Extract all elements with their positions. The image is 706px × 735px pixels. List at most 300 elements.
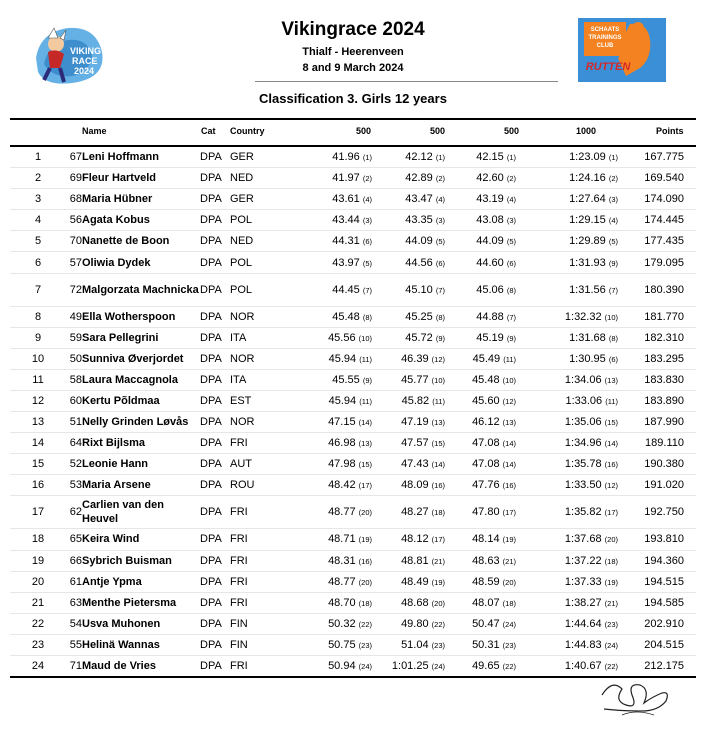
svg-text:RUTTEN: RUTTEN	[585, 61, 631, 73]
time-cell-1	[302, 395, 372, 407]
time-value: 48.12	[401, 533, 429, 546]
points-cell: 202.910	[644, 617, 684, 630]
country-cell: GER	[230, 193, 254, 206]
distance-rank: (12)	[431, 354, 445, 364]
distance-rank: (3)	[435, 216, 445, 226]
category-cell: DPA	[200, 193, 222, 206]
category-cell: DPA	[200, 256, 222, 269]
time-value: 47.76	[472, 479, 500, 492]
time-value: 41.97	[332, 172, 360, 185]
time-cell-2	[375, 332, 445, 344]
time-value: 46.98	[328, 437, 356, 450]
name-cell: Keira Wind	[82, 533, 140, 546]
distance-rank: (20)	[358, 577, 372, 587]
time-value: 1:40.67	[564, 660, 602, 673]
rank-cell: 21	[31, 596, 45, 609]
distance-rank: (10)	[502, 375, 516, 385]
col-name: Name	[82, 126, 107, 136]
time-value: 1:31.93	[569, 256, 606, 269]
time-cell-2	[375, 284, 445, 296]
category-cell: DPA	[200, 533, 222, 546]
time-cell-1	[302, 235, 372, 247]
table-row	[10, 529, 696, 550]
time-value: 45.55	[332, 373, 360, 386]
vikingrace-logo	[30, 18, 108, 88]
time-value: 50.31	[472, 638, 500, 651]
points-cell: 187.990	[644, 416, 684, 429]
rank-cell: 16	[31, 479, 45, 492]
name-cell: Maria Arsene	[82, 479, 151, 492]
table-row	[10, 614, 696, 635]
time-value: 45.49	[472, 352, 501, 365]
table-row	[10, 147, 696, 168]
time-value: 47.08	[472, 437, 500, 450]
distance-rank: (9)	[506, 333, 516, 343]
time-value: 45.94	[328, 394, 357, 407]
time-value: 1:37.22	[564, 554, 602, 567]
points-cell: 192.750	[644, 506, 684, 519]
time-cell-3	[446, 332, 516, 344]
category-cell: DPA	[200, 235, 222, 248]
distance-rank: (22)	[358, 619, 372, 629]
points-cell: 180.390	[644, 283, 684, 296]
bib-cell: 60	[69, 394, 82, 407]
table-row	[10, 391, 696, 412]
time-cell-2	[375, 506, 445, 518]
time-cell-3	[446, 555, 516, 567]
distance-rank: (23)	[431, 640, 445, 650]
distance-rank: (9)	[608, 258, 618, 268]
time-cell-1	[302, 639, 372, 651]
bib-cell: 57	[69, 256, 82, 269]
col-points: Points	[656, 126, 684, 136]
time-value: 41.96	[332, 151, 360, 164]
category-cell: DPA	[200, 458, 222, 471]
points-cell: 179.095	[644, 256, 684, 269]
distance-rank: (11)	[503, 354, 516, 364]
bib-cell: 66	[69, 554, 82, 567]
time-cell-1	[302, 458, 372, 470]
points-cell: 194.585	[644, 596, 684, 609]
time-value: 46.39	[401, 352, 429, 365]
points-cell: 194.515	[644, 575, 684, 588]
svg-text:CLUB: CLUB	[596, 43, 614, 49]
distance-rank: (23)	[604, 619, 618, 629]
time-value: 1:35.82	[564, 506, 602, 519]
time-value: 1:37.68	[564, 533, 602, 546]
category-cell: DPA	[200, 437, 222, 450]
time-cell-1	[302, 555, 372, 567]
distance-rank: (1)	[435, 153, 445, 163]
distance-rank: (18)	[431, 508, 445, 518]
bib-cell: 58	[69, 373, 82, 386]
category-cell: DPA	[200, 638, 222, 651]
distance-rank: (13)	[502, 418, 516, 428]
country-cell: NED	[230, 172, 254, 185]
distance-rank: (14)	[502, 439, 516, 449]
distance-rank: (13)	[431, 418, 445, 428]
time-cell-3	[446, 311, 516, 323]
time-value: 43.19	[476, 193, 504, 206]
category-cell: DPA	[200, 617, 222, 630]
distance-rank: (9)	[362, 375, 372, 385]
distance-rank: (20)	[604, 535, 618, 545]
category-cell: DPA	[200, 660, 222, 673]
col-500-3: 500	[504, 126, 520, 136]
time-cell-4	[530, 353, 618, 365]
name-cell: Leni Hoffmann	[82, 151, 159, 164]
points-cell: 182.310	[644, 331, 684, 344]
name-cell: Maria Hübner	[82, 193, 153, 206]
time-value: 47.15	[328, 416, 356, 429]
time-value: 43.47	[405, 193, 433, 206]
table-body	[10, 147, 696, 678]
time-value: 48.59	[472, 575, 500, 588]
rank-cell: 18	[31, 533, 45, 546]
distance-rank: (17)	[431, 535, 445, 545]
time-value: 44.09	[405, 235, 433, 248]
table-row	[10, 189, 696, 210]
header	[0, 0, 706, 120]
time-value: 48.81	[401, 554, 429, 567]
distance-rank: (4)	[608, 216, 618, 226]
time-cell-1	[302, 172, 372, 184]
points-cell: 177.435	[644, 235, 684, 248]
time-value: 48.71	[328, 533, 356, 546]
distance-rank: (1)	[608, 153, 618, 163]
time-cell-3	[446, 193, 516, 205]
time-value: 48.09	[401, 479, 429, 492]
distance-rank: (6)	[362, 237, 372, 247]
category-cell: DPA	[200, 416, 222, 429]
time-cell-2	[375, 576, 445, 588]
time-cell-4	[530, 576, 618, 588]
country-cell: EST	[230, 394, 252, 407]
time-cell-3	[446, 374, 516, 386]
time-cell-4	[530, 332, 618, 344]
points-cell: 193.810	[644, 533, 684, 546]
rank-cell: 17	[31, 506, 45, 519]
name-cell: Nelly Grinden Løvås	[82, 416, 189, 429]
country-cell: FRI	[230, 596, 248, 609]
distance-rank: (16)	[604, 460, 618, 470]
signature	[592, 675, 674, 721]
country-cell: ITA	[230, 331, 247, 344]
category-cell: DPA	[200, 310, 222, 323]
time-cell-3	[446, 506, 516, 518]
distance-rank: (7)	[435, 285, 445, 295]
time-value: 1:30.95	[569, 352, 606, 365]
time-value: 47.57	[401, 437, 429, 450]
time-cell-1	[302, 660, 372, 672]
time-cell-2	[375, 257, 445, 269]
time-value: 47.08	[472, 458, 500, 471]
distance-rank: (5)	[435, 237, 445, 247]
distance-rank: (15)	[431, 439, 445, 449]
distance-rank: (17)	[604, 508, 618, 518]
time-cell-1	[302, 353, 372, 365]
time-value: 1:01.25	[391, 660, 429, 673]
time-cell-2	[375, 172, 445, 184]
country-cell: ITA	[230, 373, 247, 386]
time-value: 50.32	[328, 617, 356, 630]
rank-cell: 7	[34, 283, 42, 296]
points-cell: 183.295	[644, 352, 684, 365]
time-cell-2	[375, 374, 445, 386]
distance-rank: (7)	[362, 285, 372, 295]
distance-rank: (10)	[431, 375, 445, 385]
time-cell-3	[446, 353, 516, 365]
time-cell-3	[446, 151, 516, 163]
time-cell-1	[302, 479, 372, 491]
bib-cell: 61	[69, 575, 82, 588]
time-cell-4	[530, 193, 618, 205]
table-row	[10, 433, 696, 454]
time-cell-4	[530, 618, 618, 630]
bib-cell: 55	[69, 638, 82, 651]
time-cell-3	[446, 257, 516, 269]
distance-rank: (22)	[604, 662, 618, 672]
time-cell-3	[446, 533, 516, 545]
rank-cell: 8	[34, 310, 42, 323]
rank-cell: 11	[32, 373, 44, 386]
time-cell-3	[446, 437, 516, 449]
distance-rank: (7)	[506, 312, 516, 322]
svg-text:VIKING: VIKING	[70, 46, 102, 56]
time-cell-4	[530, 214, 618, 226]
category-cell: DPA	[200, 172, 222, 185]
name-cell: Nanette de Boon	[82, 235, 170, 248]
time-cell-3	[446, 618, 516, 630]
time-cell-4	[530, 555, 618, 567]
time-value: 1:35.78	[564, 458, 602, 471]
name-cell: Agata Kobus	[82, 214, 150, 227]
time-value: 45.06	[476, 283, 504, 296]
name-cell: Rixt Bijlsma	[82, 437, 145, 450]
bib-cell: 51	[69, 416, 82, 429]
time-value: 46.12	[472, 416, 500, 429]
time-value: 1:32.32	[564, 310, 602, 323]
time-value: 45.25	[405, 310, 433, 323]
time-value: 48.42	[328, 479, 356, 492]
distance-rank: (15)	[358, 460, 372, 470]
name-cell: Antje Ypma	[82, 575, 142, 588]
time-value: 45.48	[472, 373, 500, 386]
distance-rank: (4)	[506, 195, 516, 205]
distance-rank: (1)	[362, 153, 372, 163]
distance-rank: (9)	[435, 333, 445, 343]
time-cell-4	[530, 533, 618, 545]
name-cell: Sara Pellegrini	[82, 331, 159, 344]
rank-cell: 10	[31, 352, 45, 365]
table-row	[10, 252, 696, 273]
bib-cell: 71	[69, 660, 82, 673]
country-cell: FRI	[230, 660, 248, 673]
name-cell: Helinä Wannas	[82, 638, 160, 651]
time-cell-3	[446, 660, 516, 672]
points-cell: 191.020	[644, 479, 684, 492]
distance-rank: (11)	[605, 396, 618, 406]
time-cell-2	[375, 214, 445, 226]
points-cell: 167.775	[644, 151, 684, 164]
time-value: 1:31.56	[569, 283, 606, 296]
time-value: 44.88	[476, 310, 504, 323]
time-cell-2	[375, 660, 445, 672]
time-cell-2	[375, 416, 445, 428]
distance-rank: (21)	[604, 598, 618, 608]
time-cell-2	[375, 618, 445, 630]
time-cell-4	[530, 639, 618, 651]
country-cell: NOR	[230, 352, 255, 365]
bib-cell: 72	[69, 283, 82, 296]
distance-rank: (2)	[506, 174, 516, 184]
table-row	[10, 328, 696, 349]
distance-rank: (18)	[502, 598, 516, 608]
category-cell: DPA	[200, 331, 222, 344]
time-value: 48.14	[472, 533, 500, 546]
distance-rank: (19)	[604, 577, 618, 587]
time-cell-4	[530, 311, 618, 323]
distance-rank: (4)	[435, 195, 445, 205]
name-cell: Kertu Põldmaa	[82, 394, 160, 407]
distance-rank: (16)	[502, 481, 516, 491]
time-cell-4	[530, 479, 618, 491]
distance-rank: (18)	[358, 598, 372, 608]
distance-rank: (23)	[358, 640, 372, 650]
bib-cell: 62	[69, 506, 82, 519]
distance-rank: (24)	[358, 662, 372, 672]
svg-text:2024: 2024	[74, 66, 95, 76]
time-cell-2	[375, 395, 445, 407]
table-row	[10, 412, 696, 433]
country-cell: FIN	[230, 638, 248, 651]
distance-rank: (24)	[431, 662, 445, 672]
time-value: 47.43	[401, 458, 429, 471]
time-value: 45.94	[328, 352, 357, 365]
time-cell-1	[302, 284, 372, 296]
table-row	[10, 349, 696, 370]
time-value: 50.94	[328, 660, 356, 673]
time-value: 42.60	[476, 172, 504, 185]
bib-cell: 69	[69, 172, 82, 185]
distance-rank: (12)	[502, 396, 516, 406]
time-cell-3	[446, 597, 516, 609]
name-cell: Leonie Hann	[82, 458, 149, 471]
table-row	[10, 551, 696, 572]
distance-rank: (6)	[435, 258, 445, 268]
distance-rank: (3)	[608, 195, 618, 205]
time-value: 44.56	[405, 256, 433, 269]
distance-rank: (24)	[502, 619, 516, 629]
name-cell: Laura Maccagnola	[82, 373, 178, 386]
bib-cell: 70	[69, 235, 82, 248]
distance-rank: (2)	[362, 174, 372, 184]
bib-cell: 67	[69, 151, 82, 164]
time-cell-4	[530, 458, 618, 470]
svg-text:SCHAATS: SCHAATS	[590, 27, 620, 33]
country-cell: FRI	[230, 437, 248, 450]
rank-cell: 4	[34, 214, 42, 227]
distance-rank: (5)	[506, 237, 516, 247]
time-value: 50.75	[328, 638, 356, 651]
category-cell: DPA	[200, 575, 222, 588]
time-cell-1	[302, 151, 372, 163]
bib-cell: 53	[69, 479, 82, 492]
time-cell-3	[446, 172, 516, 184]
time-cell-1	[302, 618, 372, 630]
time-cell-4	[530, 151, 618, 163]
time-value: 1:44.64	[564, 617, 602, 630]
time-cell-2	[375, 458, 445, 470]
rank-cell: 3	[34, 193, 42, 206]
country-cell: NOR	[230, 310, 255, 323]
table-row	[10, 454, 696, 475]
rank-cell: 24	[31, 660, 45, 673]
country-cell: AUT	[230, 458, 252, 471]
time-value: 45.19	[476, 331, 504, 344]
country-cell: POL	[230, 283, 253, 296]
category-cell: DPA	[200, 352, 222, 365]
time-value: 47.19	[401, 416, 429, 429]
distance-rank: (10)	[358, 333, 372, 343]
time-cell-3	[446, 214, 516, 226]
distance-rank: (17)	[358, 481, 372, 491]
time-cell-1	[302, 257, 372, 269]
time-value: 51.04	[401, 638, 429, 651]
distance-rank: (14)	[358, 418, 372, 428]
col-500-1: 500	[356, 126, 372, 136]
time-value: 1:24.16	[569, 172, 606, 185]
rank-cell: 13	[31, 416, 45, 429]
time-cell-1	[302, 576, 372, 588]
points-cell: 174.090	[644, 193, 684, 206]
time-value: 1:23.09	[569, 151, 606, 164]
time-value: 45.77	[401, 373, 429, 386]
name-cell: Oliwia Dydek	[82, 256, 151, 269]
distance-rank: (14)	[502, 460, 516, 470]
time-cell-2	[375, 151, 445, 163]
time-cell-2	[375, 639, 445, 651]
rank-cell: 20	[31, 575, 45, 588]
table-row	[10, 496, 696, 529]
distance-rank: (8)	[362, 312, 372, 322]
title-block	[200, 18, 506, 76]
time-value: 42.89	[405, 172, 433, 185]
time-value: 48.07	[472, 596, 500, 609]
distance-rank: (21)	[431, 556, 445, 566]
country-cell: NED	[230, 235, 254, 248]
time-value: 49.80	[401, 617, 429, 630]
distance-rank: (15)	[604, 418, 618, 428]
time-cell-3	[446, 416, 516, 428]
time-value: 47.98	[328, 458, 356, 471]
time-cell-3	[446, 395, 516, 407]
time-value: 49.65	[472, 660, 500, 673]
distance-rank: (8)	[506, 285, 516, 295]
page-title: Vikingrace 2024	[281, 19, 425, 40]
time-cell-3	[446, 479, 516, 491]
table-row	[10, 231, 696, 252]
country-cell: FRI	[230, 506, 248, 519]
time-value: 43.08	[476, 214, 504, 227]
time-value: 1:33.06	[565, 394, 603, 407]
time-value: 1:38.27	[564, 596, 602, 609]
distance-rank: (13)	[604, 375, 618, 385]
time-cell-1	[302, 416, 372, 428]
distance-rank: (22)	[502, 662, 516, 672]
distance-rank: (16)	[358, 556, 372, 566]
name-cell: Carlien van den Heuvel	[82, 499, 164, 526]
